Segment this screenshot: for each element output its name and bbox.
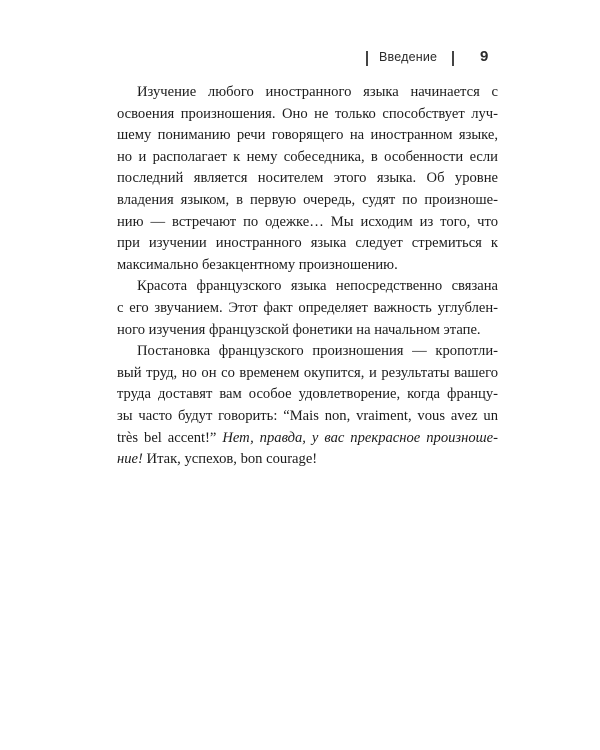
paragraph bbox=[117, 341, 498, 471]
text-line: шему пониманию речи говорящего на иностранном языке, bbox=[117, 127, 498, 144]
section-title: Введение bbox=[379, 50, 438, 64]
text-line: нию — встречают по одежке… Мы исходим из того, что bbox=[117, 213, 498, 230]
text-line: последний является носителем этого языка. Об уровне bbox=[117, 170, 498, 187]
header-divider-right bbox=[452, 51, 454, 66]
text-line bbox=[117, 449, 498, 471]
italic-text-run: ние! bbox=[117, 451, 143, 468]
text-line: с его звучанием. Этот факт определяет важность углублен- bbox=[117, 299, 498, 316]
text-line: Красота французского языка непосредственно связана bbox=[137, 278, 498, 295]
running-head bbox=[366, 48, 496, 70]
text-run: très bel accent!” bbox=[117, 429, 223, 446]
text-line: труда доставят вам особое удовлетворение, когда францу- bbox=[117, 386, 498, 403]
text-line: Постановка французского произношения — кропотли- bbox=[137, 343, 498, 360]
text-line: освоения произношения. Оно не только способствует луч- bbox=[117, 105, 498, 122]
text-line: зы часто будут говорить: “Mais non, vraiment, vous avez un bbox=[117, 407, 498, 424]
text-run: Итак, успехов, bon courage! bbox=[142, 451, 318, 468]
body-text bbox=[117, 82, 498, 471]
text-line: вый труд, но он со временем окупится, и результаты вашего bbox=[117, 364, 498, 381]
paragraph bbox=[117, 82, 498, 276]
page-number: 9 bbox=[480, 48, 489, 65]
text-line: при изучении иностранного языка следует стремиться к bbox=[117, 235, 498, 252]
text-line: максимально безакцентному произношению. bbox=[117, 256, 398, 273]
header-divider-left bbox=[366, 51, 368, 66]
text-line bbox=[117, 428, 498, 450]
text-line: ного изучения французской фонетики на начальном этапе. bbox=[117, 321, 481, 338]
text-line: но и располагает к нему собеседника, в особенности если bbox=[117, 148, 498, 165]
italic-text-run: Нет, правда, у вас прекрасное произноше- bbox=[222, 429, 498, 446]
text-line: Изучение любого иностранного языка начинается с bbox=[137, 84, 498, 100]
paragraph bbox=[117, 276, 498, 341]
text-line: владения языком, в первую очередь, судят по произноше- bbox=[117, 191, 498, 208]
